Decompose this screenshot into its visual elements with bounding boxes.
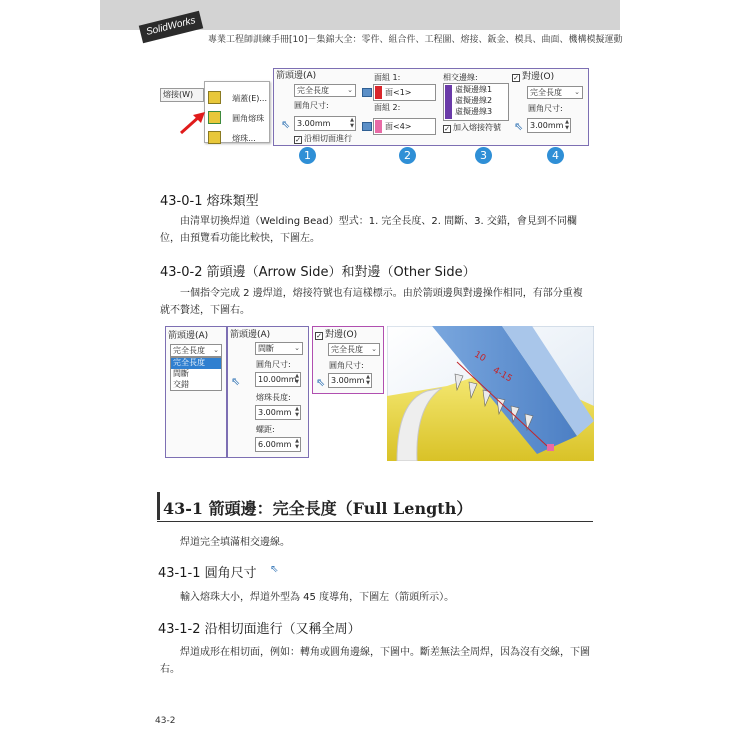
fillet-size-icon: ⇖ <box>316 376 326 389</box>
other-fillet-size-value: 3.00mm <box>530 121 564 130</box>
arrow-side-title: 箭頭邊(A) <box>230 330 271 340</box>
chevron-down-icon: ⌄ <box>574 88 580 96</box>
face1-color-swatch <box>375 86 382 99</box>
end-cap-icon <box>208 91 221 104</box>
fillet-size-icon: ⇖ <box>281 118 291 131</box>
bead-type-select[interactable] <box>170 344 222 357</box>
brand-badge: SolidWorks <box>139 11 204 43</box>
chevron-down-icon: ⌄ <box>347 86 353 94</box>
bead-type-select[interactable] <box>294 84 356 97</box>
other-bead-type-value: 完全長度 <box>530 88 562 97</box>
weld-model-render <box>387 326 594 461</box>
weld-bead-icon <box>208 131 221 144</box>
other-bead-type-select[interactable] <box>328 343 380 356</box>
other-fillet-size-input[interactable] <box>328 373 372 388</box>
face-select-icon <box>362 122 372 131</box>
face-set1-label: 面組 1: <box>374 73 401 82</box>
checkbox-checked-icon: ✓ <box>295 136 301 144</box>
fillet-size-icon: ⇖ <box>514 120 524 133</box>
spin-arrows-icon[interactable]: ▲ ▼ <box>366 374 370 386</box>
checkbox-checked-icon: ✓ <box>444 125 450 133</box>
callout-3: 3 <box>475 147 492 164</box>
section-body: 焊道成形在相切面，例如：轉角或圓角邊線，下圖中。斷差無法全周焊，因為沒有交線，下圖右。 <box>160 647 590 675</box>
intersect-edges-list[interactable] <box>443 83 509 121</box>
fillet-size-label: 圓角尺寸: <box>256 360 291 369</box>
bead-type-select[interactable] <box>255 342 303 355</box>
callout-2: 2 <box>399 147 416 164</box>
menu-root-weldments[interactable] <box>160 88 204 102</box>
other-bead-type-select[interactable] <box>527 86 583 99</box>
section-body: 輸入熔珠大小，焊道外型為 45 度導角，下圖左（箭頭所示）。 <box>180 592 455 603</box>
menu-item-weld-bead[interactable] <box>208 126 256 145</box>
callout-4: 4 <box>547 147 564 164</box>
chapter-heading-text: 43-1 箭頭邊：完全長度（Full Length） <box>163 499 473 518</box>
option-staggered[interactable]: 交錯 <box>173 380 189 389</box>
bead-length-label: 熔珠長度: <box>256 393 291 402</box>
bead-type-value: 完全長度 <box>173 346 205 355</box>
fillet-size-label: 圓角尺寸: <box>294 101 329 110</box>
pitch-label: 螺距: <box>256 425 275 434</box>
bead-type-value: 完全長度 <box>297 86 329 95</box>
spin-arrows-icon[interactable]: ▲ ▼ <box>295 373 299 385</box>
edges-color-swatch <box>445 85 452 119</box>
header-title: 專業工程師訓練手冊[10]－集錦大全：零件、組合件、工程圖、熔接、鈑金、模具、曲面、機構模擬運動 <box>208 35 623 45</box>
menu-item-label: 端蓋(E)... <box>232 94 268 103</box>
section-body: 一個指令完成 2 邊焊道，熔接符號也有這樣標示。由於箭頭邊與對邊操作相同，有部分重複就不贅述，下圖右。 <box>160 288 583 316</box>
section-heading: 43-0-1 熔珠類型 <box>160 194 259 209</box>
other-side-checkbox[interactable] <box>512 72 554 82</box>
menu-item-label: 圓角熔珠 <box>232 114 265 123</box>
section-heading: 43-1-1 圓角尺寸 <box>158 566 257 581</box>
heading-bar <box>157 492 160 520</box>
chevron-down-icon: ⌄ <box>294 344 300 352</box>
fillet-size-input[interactable] <box>294 116 356 131</box>
fillet-size-icon: ⇖ <box>231 375 241 388</box>
tangent-propagation-checkbox[interactable] <box>294 134 352 144</box>
pitch-value: 6.00mm <box>258 440 292 449</box>
bead-length-value: 3.00mm <box>258 408 292 417</box>
checkbox-checked-icon: ✓ <box>513 74 519 82</box>
arrow-side-title: 箭頭邊(A) <box>168 331 209 341</box>
face-set2-field[interactable] <box>373 118 436 135</box>
bead-type-value: 間斷 <box>258 344 274 353</box>
bead-length-input[interactable] <box>255 405 301 420</box>
fillet-size-input[interactable] <box>255 372 301 387</box>
fillet-bead-icon <box>208 111 221 124</box>
red-arrow-icon <box>178 110 208 136</box>
checkbox-checked-icon: ✓ <box>316 332 322 340</box>
option-full-length[interactable]: 完全長度 <box>171 358 221 369</box>
option-intermittent[interactable]: 間斷 <box>173 369 189 378</box>
add-weld-symbol-checkbox[interactable] <box>443 123 501 133</box>
edge-item: 虛擬邊線2 <box>455 96 493 105</box>
menu-root-label: 熔接(W) <box>163 90 194 99</box>
model-dim-label: 4-15 <box>490 365 514 385</box>
model-dim-label: 10 <box>472 349 488 365</box>
callout-1: 1 <box>299 147 316 164</box>
section-body: 焊道完全填滿相交邊線。 <box>180 537 290 548</box>
section-heading: 43-1-2 沿相切面進行（又稱全周） <box>158 622 361 637</box>
face-set1-value: 面<1> <box>385 88 412 97</box>
spin-arrows-icon[interactable]: ▲ ▼ <box>350 117 354 129</box>
chevron-down-icon: ⌄ <box>371 345 377 353</box>
face-set2-value: 面<4> <box>385 122 412 131</box>
fillet-size-value: 10.00mm <box>258 375 297 384</box>
tangent-prop-label: 沿相切面進行 <box>304 134 352 143</box>
spin-arrows-icon[interactable]: ▲ ▼ <box>295 406 299 418</box>
other-side-title: 對邊(O) <box>325 330 358 340</box>
arrow-side-title: 箭頭邊(A) <box>276 71 317 81</box>
edge-item: 虛擬邊線1 <box>455 85 493 94</box>
other-bead-type-value: 完全長度 <box>331 345 363 354</box>
fillet-size-value: 3.00mm <box>297 119 331 128</box>
section-body: 由清單切換焊道（Welding Bead）型式：1. 完全長度、2. 間斷、3. 交錯，會見到不同欄位，由預覽看功能比較快，下圖左。 <box>160 216 577 244</box>
section-heading: 43-0-2 箭頭邊（Arrow Side）和對邊（Other Side） <box>160 265 476 280</box>
other-fillet-size-input[interactable] <box>527 118 571 133</box>
intersect-edges-label: 相交邊線: <box>443 73 478 82</box>
other-fillet-size-label: 圓角尺寸: <box>329 361 364 370</box>
add-weld-symbol-label: 加入熔接符號 <box>453 123 501 132</box>
fillet-size-icon: ⇖ <box>270 564 279 575</box>
face-set2-label: 面組 2: <box>374 103 401 112</box>
weld-flyout-menu <box>204 81 270 143</box>
spin-arrows-icon[interactable]: ▲ ▼ <box>565 119 569 131</box>
edge-item: 虛擬邊線3 <box>455 107 493 116</box>
page-number: 43-2 <box>155 716 176 726</box>
spin-arrows-icon[interactable]: ▲ ▼ <box>295 438 299 450</box>
other-fillet-size-label: 圓角尺寸: <box>528 104 563 113</box>
menu-item-fillet-bead[interactable] <box>208 106 264 125</box>
pitch-input[interactable] <box>255 437 301 452</box>
face-select-icon <box>362 88 372 97</box>
chevron-down-icon: ⌄ <box>213 346 219 354</box>
face-set1-field[interactable] <box>373 84 436 101</box>
menu-item-end-cap[interactable] <box>208 86 267 105</box>
other-fillet-size-value: 3.00mm <box>331 376 365 385</box>
menu-item-label: 熔珠... <box>232 134 256 143</box>
face2-color-swatch <box>375 120 382 133</box>
chapter-heading <box>157 492 593 522</box>
bead-type-options <box>170 357 222 391</box>
other-side-checkbox[interactable] <box>315 330 357 340</box>
other-side-title: 對邊(O) <box>522 72 555 82</box>
